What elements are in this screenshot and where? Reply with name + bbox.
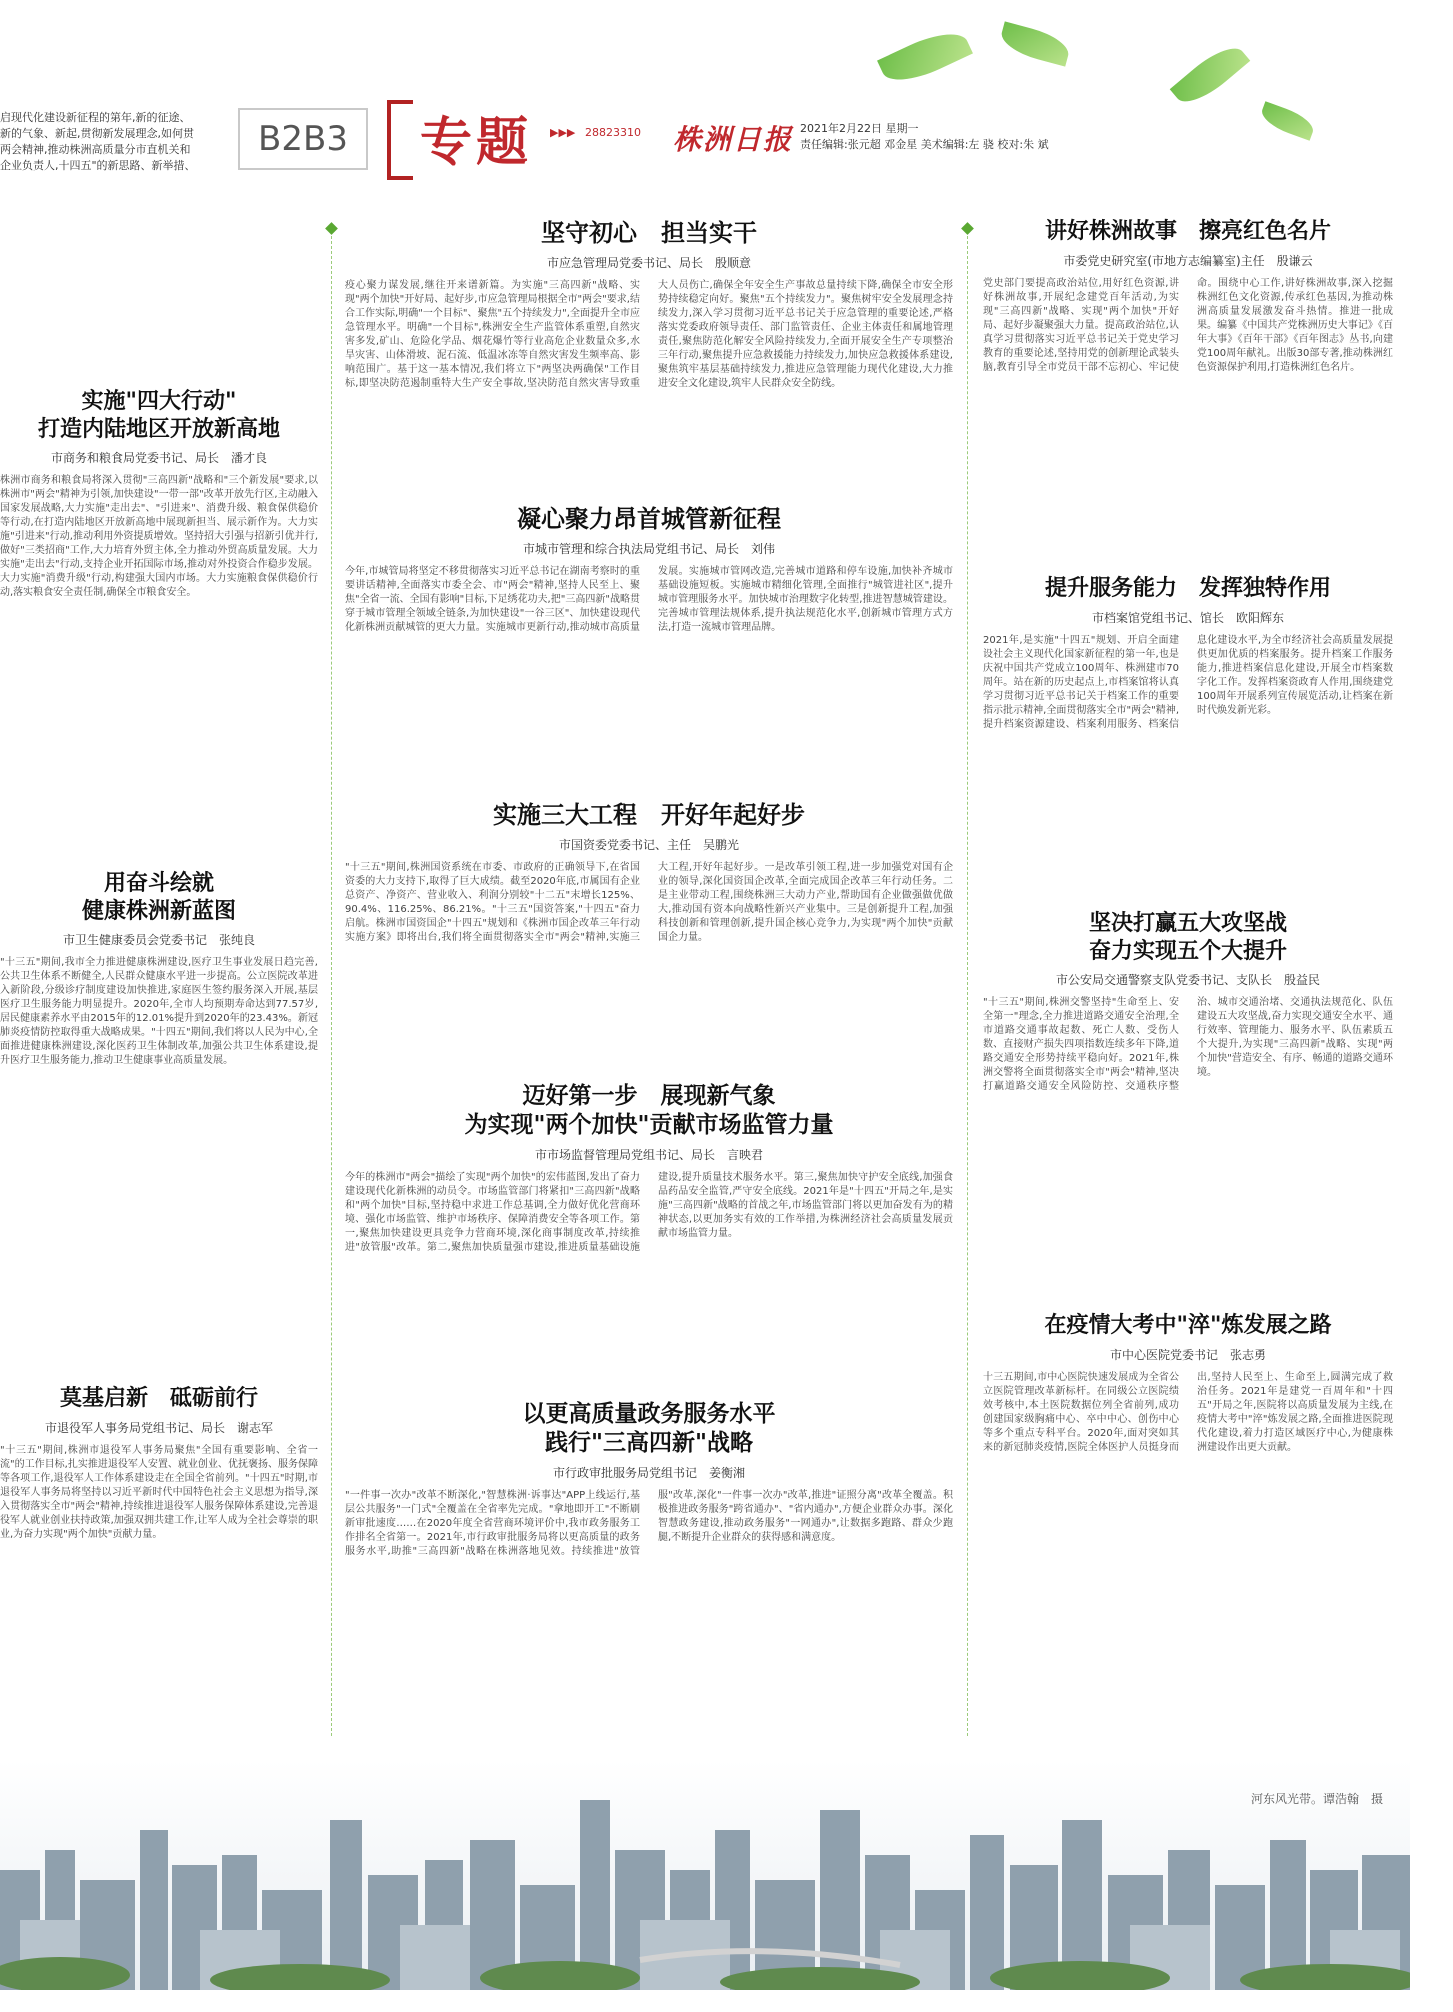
article-title: 提升服务能力 发挥独特作用 [1044,576,1331,601]
city-skyline-photo [0,1760,1410,1990]
photo-caption: 河东风光带。谭浩翰 摄 [1250,1792,1383,1806]
article-urban-management [345,504,953,815]
article-body: "一件事一次办"改革不断深化,"智慧株洲·诉事达"APP上线运行,基层公共服务"一门式"全覆盖在全省率先完成。"拿地即开工"不断刷新审批速度……在2020年度全省营商环境评价中,我市政务服务工作排名全省第一。2021年,市行政审批服务局将以更高质量的政务服务水平,助推"三高四新"战略在株洲落地见效。持续推进"放管服"改革,深化"一件事一次办"改革,推进"证照分离"改革全覆盖。积极推进政务服务"跨省通办"、"省内通办",方便企业群众办事。深化智慧政务建设,推动政务服务"一网通办",让数据多跑路、群众少跑腿,不断提升企业群众的获得感和满意度。 [345,1489,953,1557]
article-veterans [0,1385,318,1764]
leaf-decoration [1170,38,1251,112]
article-title: 坚决打赢五大攻坚战 奋力实现五个大提升 [1088,911,1287,964]
article-body: "十三五"期间,株洲交警坚持"生命至上、安全第一"理念,全力推进道路交通安全治理,全市道路交通事故起数、死亡人数、受伤人数、直接财产损失四项指数连续多年下降,道路交通安全形势持续平稳向好。2021年,株洲交警将全面贯彻落实全市"两会"精神,坚决打赢道路交通安全风险防控、交通秩序整治、城市交通治堵、交通执法规范化、队伍建设五大攻坚战,奋力实现交通安全水平、通行效率、管理能力、服务水平、队伍素质五个大提升,为实现"三高四新"战略、实现"两个加快"营造安全、有序、畅通的道路交通环境。 [983,997,1393,1092]
article-body: "十三五"期间,我市全力推进健康株洲建设,医疗卫生事业发展日趋完善,公共卫生体系不断健全,人民群众健康水平进一步提高。公立医院改革进入新阶段,分级诊疗制度建设加快推进,家庭医生签约服务深入开展,基层医疗卫生服务能力明显提升。2020年,全市人均预期寿命达到77.57岁,居民健康素养水平由2015年的12.01%提升到2020年的23.43%。新冠肺炎疫情防控取得重大战略成果。"十四五"期间,我们将以人民为中心,全面推进健康株洲建设,深化医药卫生体制改革,加强公共卫生体系建设,提升医疗卫生服务能力,推动卫生健康事业高质量发展。 [0,957,318,1066]
article-byline: 市档案馆党组书记、馆长 欧阳辉东 [1091,610,1284,625]
page-number-tag: B2B3 [238,108,368,170]
article-traffic-police [983,910,1393,1326]
leaf-decoration [877,23,973,92]
article-byline: 市行政审批服务局党组书记 姜衡湘 [552,1465,745,1480]
article-title: 坚守初心 担当实干 [541,219,757,247]
article-byline: 市委党史研究室(市地方志编纂室)主任 殷谦云 [1063,253,1313,268]
article-byline: 市国资委党委书记、主任 吴鹏光 [558,838,739,852]
article-byline: 市市场监督管理局党组书记、局长 言映君 [534,1147,763,1162]
article-byline: 市退役军人事务局党组书记、局长 谢志军 [44,1420,273,1435]
article-body: 党史部门要提高政治站位,用好红色资源,讲好株洲故事,开展纪念建党百年活动,为实现"三高四新"战略、实现"两个加快"开好局、起好步凝聚强大力量。提高政治站位,认真学习贯彻落实习近平总书记关于党史学习教育的重要论述,坚持用党的创新理论武装头脑,教育引导全市党员干部不忘初心、牢记使命。围绕中心工作,讲好株洲故事,深入挖掘株洲红色文化资源,传承红色基因,为推动株洲高质量发展激发奋斗热情。推进一批成果。编纂《中国共产党株洲历史大事记》《百年大事》《百年干部》《百年图志》丛书,向建党100周年献礼。出版30部专著,推动株洲红色资源保护利用,打造株洲红色名片。 [983,277,1393,373]
article-title: 用奋斗绘就 健康株洲新蓝图 [81,871,236,924]
article-commerce [0,388,318,814]
section-bracket [387,100,413,180]
column-divider-marker [961,222,974,235]
column-divider-marker [325,222,338,235]
article-body: 今年的株洲市"两会"描绘了实现"两个加快"的宏伟蓝图,发出了奋力建设现代化新株洲的动员令。市场监管部门将紧扣"三高四新"战略和"两个加快"目标,坚持稳中求进工作总基调,全力做好优化营商环境、强化市场监管、维护市场秩序、保障消费安全等各项工作。第一,聚焦加快建设更具竞争力营商环境,深化商事制度改革,持续推进"放管服"改革。第二,聚焦加快质量强市建设,推进质量基础设施建设,提升质量技术服务水平。第三,聚焦加快守护安全底线,加强食品药品安全监管,严守安全底线。2021年是"十四五"开局之年,是实施"三高四新"战略的首战之年,市场监管部门将以更加奋发有为的精神状态,以更加务实有效的工作举措,为株洲经济社会高质量发展贡献市场监管力量。 [345,1171,953,1253]
article-title: 实施"四大行动" 打造内陆地区开放新高地 [37,389,280,442]
article-byline: 市中心医院党委书记 张志勇 [1109,1347,1266,1362]
leaf-decoration [998,21,1073,66]
article-byline: 市公安局交通警察支队党委书记、支队长 殷益民 [1055,973,1320,987]
article-title: 以更高质量政务服务水平 践行"三高四新"战略 [522,1401,776,1456]
leaf-decoration [1258,101,1317,140]
section-title: 专题 [420,112,533,173]
article-byline: 市城市管理和综合执法局党组书记、局长 刘伟 [522,542,775,556]
article-title: 在疫情大考中"淬"炼发展之路 [1044,1313,1332,1338]
column-divider [331,236,332,1736]
article-title: 讲好株洲故事 擦亮红色名片 [1044,219,1331,244]
article-body: 今年,市城管局将坚定不移贯彻落实习近平总书记在湖南考察时的重要讲话精神,全面落实市委全会、市"两会"精神,坚持人民至上、聚焦"全省一流、全国有影响"目标,下足绣花功夫,把"三高四新"战略贯穿于城市管理全领域全链条,为加快建设"一谷三区"、加快建设现代化新株洲贡献城管的更大力量。实施城市更新行动,推动城市高质量发展。实施城市管网改造,完善城市道路和停车设施,加快补齐城市基础设施短板。实施城市精细化管理,全面推行"城管进社区",提升城市管理服务水平。加快城市治理数字化转型,推进智慧城管建设。完善城市管理法规体系,提升执法规范化水平,创新城市管理方式方法,打造一流城市管理品牌。 [345,566,953,633]
article-body: 十三五期间,市中心医院快速发展成为全省公立医院管理改革新标杆。在同级公立医院绩效考核中,本土医院数据位列全省前列,成功创建国家级胸痛中心、卒中中心、创伤中心等多个重点专科平台。2020年,面对突如其来的新冠肺炎疫情,医院全体医护人员挺身而出,坚持人民至上、生命至上,圆满完成了救治任务。2021年是建党一百周年和"十四五"开局之年,医院将以高质量发展为主线,在疫情大考中"淬"炼发展之路,全面推进医院现代化建设,着力打造区域医疗中心,为健康株洲建设作出更大贡献。 [983,1371,1393,1453]
column-divider [967,236,968,1736]
article-body: 2021年,是实施"十四五"规划、开启全面建设社会主义现代化国家新征程的第一年,也是庆祝中国共产党成立100周年、株洲建市70周年。站在新的历史起点上,市档案馆将认真学习贯彻习近平总书记关于档案工作的重要指示批示精神,全面贯彻落实全市"两会"精神,提升档案资源建设、档案利用服务、档案信息化建设水平,为全市经济社会高质量发展提供更加优质的档案服务。提升档案工作服务能力,推进档案信息化建设,开展全市档案数字化工作。发挥档案资政育人作用,围绕建党100周年开展系列宣传展览活动,让档案在新时代焕发新光彩。 [983,634,1393,730]
article-title: 凝心聚力昂首城管新征程 [517,505,781,533]
arrow-icon: ▶▶▶ [550,126,576,139]
article-market-supervision [345,1082,953,1441]
article-health [0,870,318,1396]
article-body: "十三五"期间,株洲国资系统在市委、市政府的正确领导下,在省国资委的大力支持下,取得了巨大成绩。截至2020年底,市属国有企业总资产、净资产、营业收入、利润分别较"十二五"末增长125%、90.4%、116.25%、86.21%。"十三五"国资答案,"十四五"奋力启航。株洲市国资国企"十四五"规划和《株洲市国企改革三年行动实施方案》即将出台,我们将全面贯彻落实全市"两会"精神,实施三大工程,开好年起好步。一是改革引领工程,进一步加强党对国有企业的领导,深化国资国企改革,全面完成国企改革三年行动任务。二是主业带动工程,围绕株洲三大动力产业,帮助国有企业做强做优做大,推动国有资本向战略性新兴产业集中。三是创新提升工程,加强科技创新和管理创新,提升国企核心竞争力,为实现"两个加快"贡献国企力量。 [345,862,953,943]
article-safety [345,218,953,487]
article-body: "十三五"期间,株洲市退役军人事务局聚焦"全国有重要影响、全省一流"的工作目标,扎实推进退役军人安置、就业创业、优抚褒扬、服务保障等各项工作,退役军人工作体系建设走在全国全省前列。"十四五"时期,市退役军人事务局将坚持以习近平新时代中国特色社会主义思想为指导,深入贯彻落实全市"两会"精神,持续推进退役军人服务保障体系建设,完善退役军人就业创业扶持政策,加强双拥共建工作,让军人成为全社会尊崇的职业,为奋力实现"两个加快"贡献力量。 [0,1444,318,1540]
article-byline: 市应急管理局党委书记、局长 殷顺意 [546,256,751,270]
article-byline: 市商务和粮食局党委书记、局长 潘才良 [50,451,267,465]
issue-date: 2021年2月22日 星期一 [800,122,919,135]
article-body: 株洲市商务和粮食局将深入贯彻"三高四新"战略和"三个新发展"要求,以株洲市"两会"精神为引领,加快建设"一带一部"改革开放先行区,主动融入国家发展战略,大力实施"走出去"、"引进来"、消费升级、粮食保供稳价等行动,在打造内陆地区开放新高地中展现新担当、展示新作为。大力实施"引进来"行动,推动利用外资提质增效。坚持招大引强与招新引优并行,做好"三类招商"工作,大力培育外贸主体,全力推动外贸高质量发展。大力实施"走出去"行动,支持企业开拓国际市场,推动对外投资合作稳步发展。大力实施"消费升级"行动,构建强大国内市场。大力实施粮食保供稳价行动,落实粮食安全责任制,确保全市粮食安全。 [0,475,318,598]
article-title: 莫基启新 砥砺前行 [59,1386,258,1411]
article-party-history [983,218,1393,561]
article-title: 迈好第一步 展现新气象 为实现"两个加快"贡献市场监管力量 [464,1083,834,1138]
intro-fragment: 启现代化建设新征程的第年,新的征途、新的气象、新起,贯彻新发展理念,如何贯两会精神,推动株洲高质量分市直机关和企业负责人,十四五"的新思路、新举措、 [0,111,196,172]
article-central-hospital [983,1312,1393,1743]
article-admin-services [345,1400,953,1729]
newspaper-logo: 株洲日报 [673,123,794,156]
article-body: 疫心聚力谋发展,继往开来谱新篇。为实施"三高四新"战略、实现"两个加快"开好局、起好步,市应急管理局根据全市"两会"要求,结合工作实际,明确"一个目标"、聚焦"五个持续发力",全面提升全市应急管理水平。明确"一个目标",株洲安全生产监管体系重塑,自然灾害多发,矿山、危险化学品、烟花爆竹等行业高危企业数量众多,水旱灾害、山体滑坡、泥石流、低温冰冻等自然灾害发生频率高、影响范围广。基于这一基本情况,我们将立下"两坚决两确保"工作目标,即坚决防范遏制重特大生产安全事故,坚决防范自然灾害导致重大人员伤亡,确保全年安全生产事故总量持续下降,确保全市安全形势持续稳定向好。聚焦"五个持续发力"。聚焦树牢安全发展理念持续发力,深入学习贯彻习近平总书记关于应急管理的重要论述,严格落实党委政府领导责任、部门监管责任、企业主体责任和属地管理责任,聚焦防范化解安全风险持续发力,全面开展安全生产专项整治三年行动,聚焦提升应急救援能力持续发力,加快应急救援体系建设,聚焦筑牢基层基础持续发力,推进应急管理能力现代化建设,大力推进安全文化建设,筑牢人民群众安全防线。 [345,280,953,389]
article-title: 实施三大工程 开好年起好步 [493,801,805,829]
article-state-assets [345,800,953,1099]
hotline-number: 28823310 [585,126,641,139]
article-byline: 市卫生健康委员会党委书记 张纯良 [62,933,255,947]
editor-credits: 责任编辑:张元超 邓金星 美术编辑:左 骁 校对:朱 斌 [800,138,1049,151]
article-archives [983,575,1393,886]
